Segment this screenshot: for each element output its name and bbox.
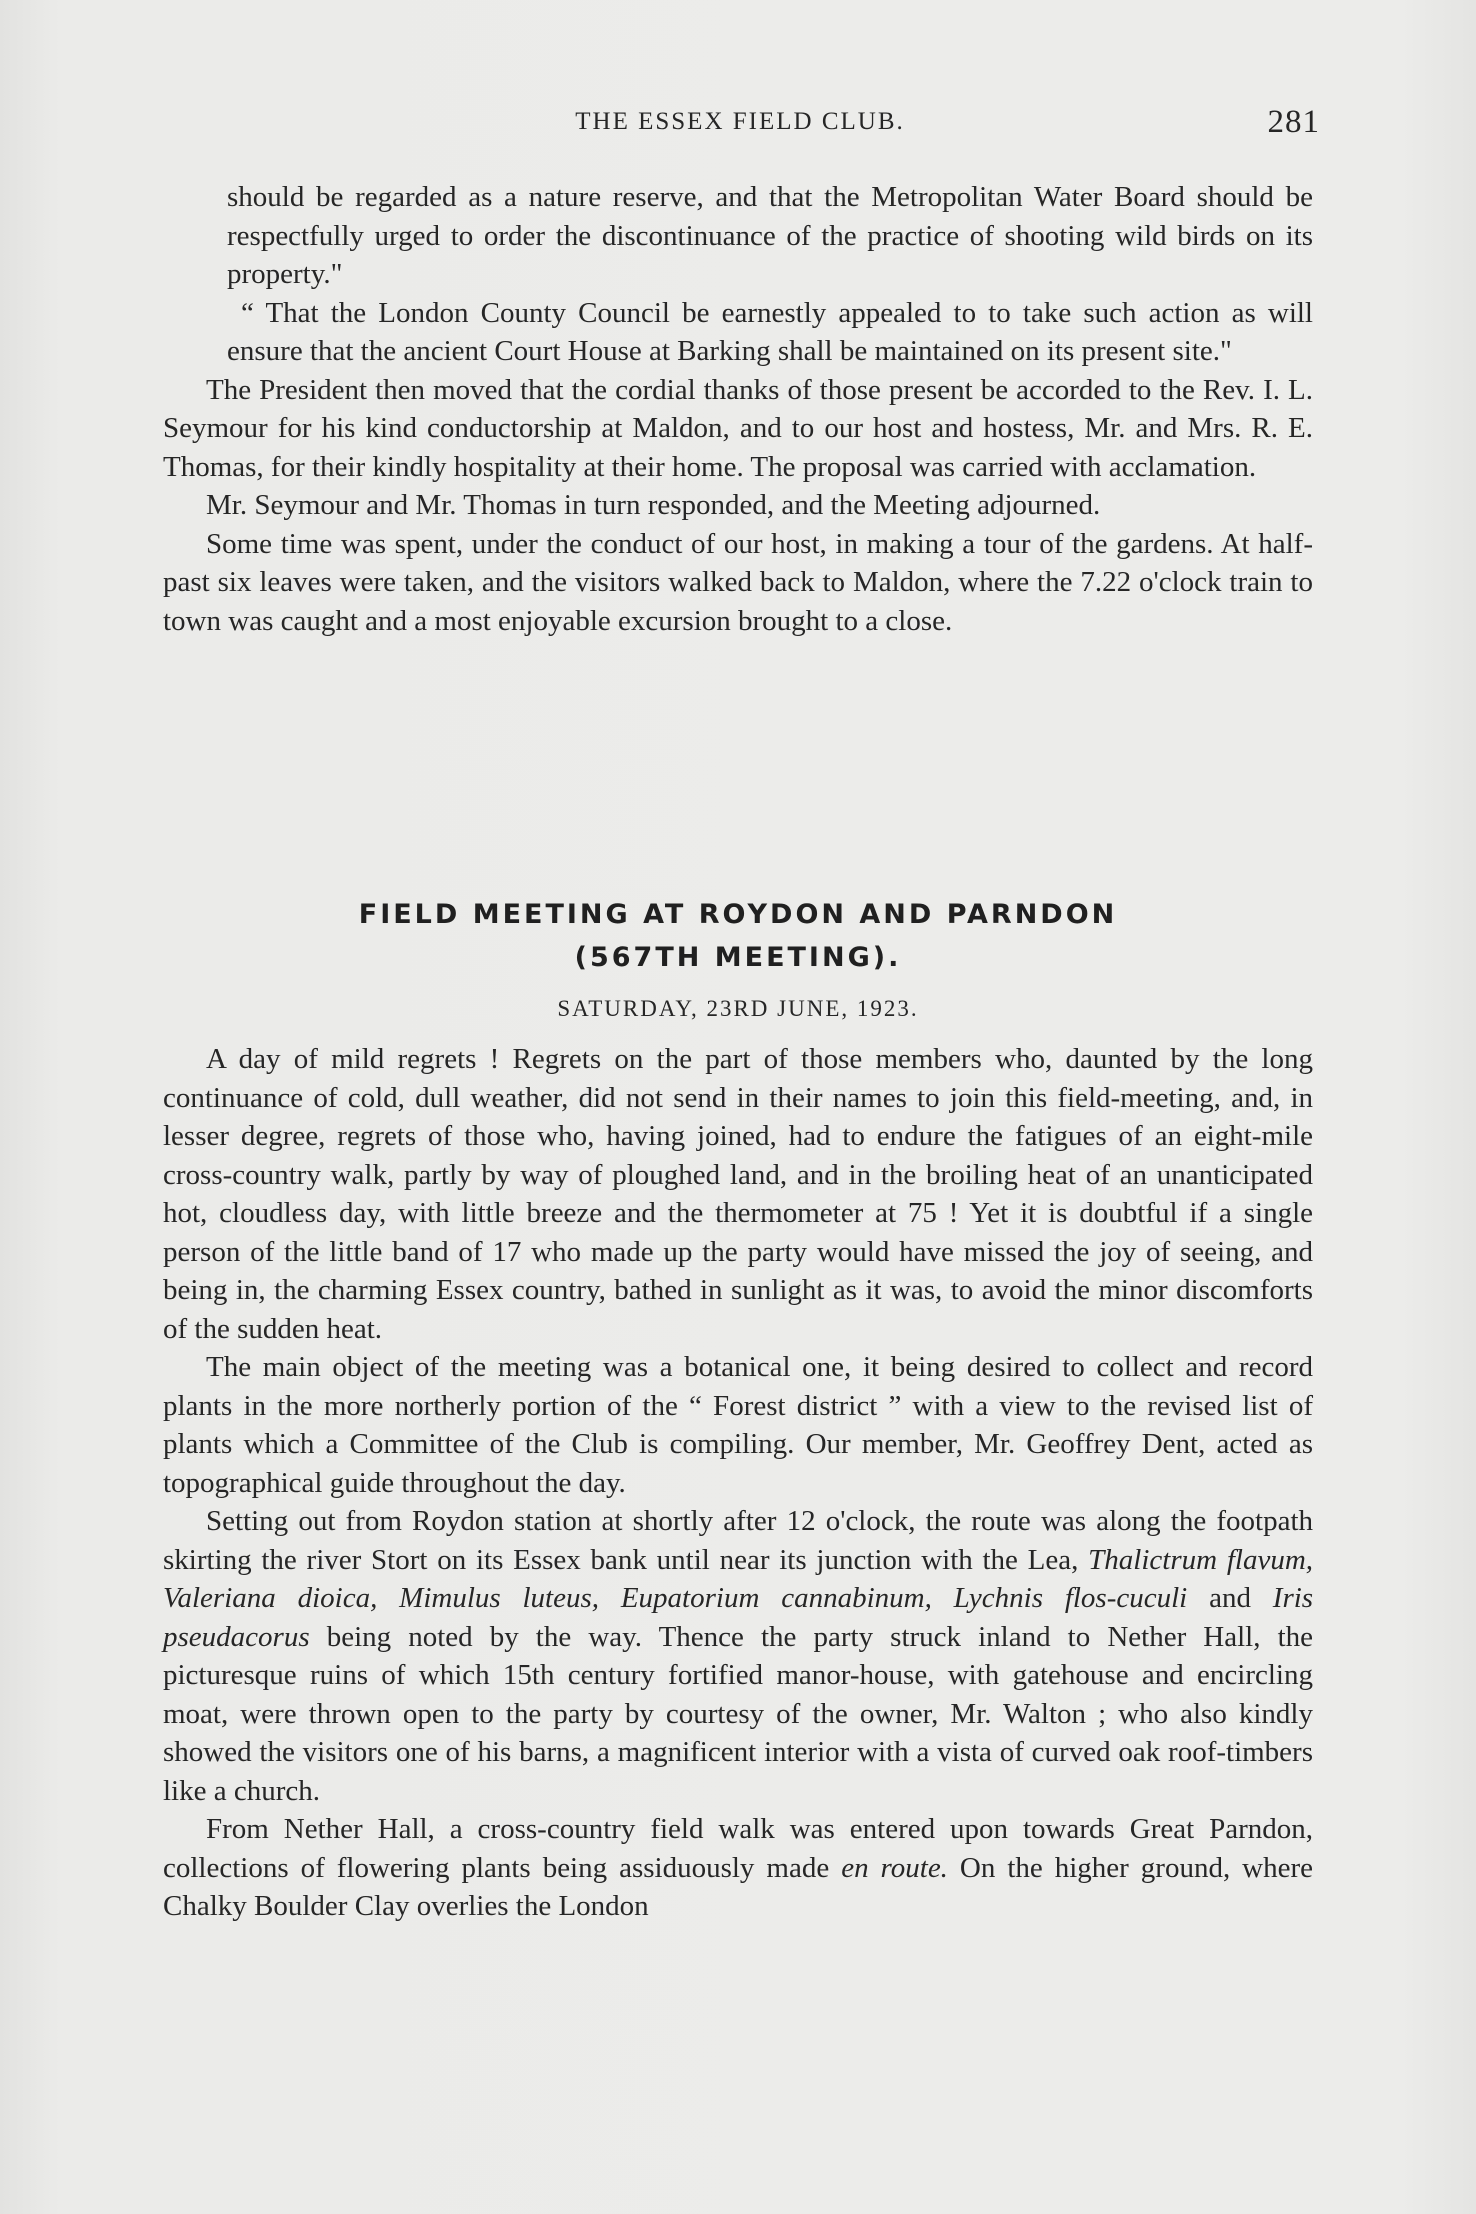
page-number: 281 bbox=[1267, 104, 1320, 140]
plant-name: Eupatorium cannabinum, bbox=[620, 1582, 932, 1614]
cross-country-text-end: On the higher ground, where Chalky Boulder Clay overlies the London bbox=[163, 1851, 1314, 1922]
plant-name: Thalictrum flavum, bbox=[1088, 1543, 1314, 1576]
resolution-continuation-paragraph: should be regarded as a nature reserve, and that the Metropolitan Water Board should be respectfully urged to order the discontinuance of the practice of shooting wild birds on its property." bbox=[227, 181, 1313, 290]
section-heading-meeting-number: (567TH MEETING). bbox=[574, 942, 902, 973]
running-title: THE ESSEX FIELD CLUB. bbox=[575, 108, 905, 135]
thanks-paragraph: The President then moved that the cordial thanks of those present be accorded to the Rev. I. L. Seymour for his kind conductorship at Maldon, and to our host and hostess, Mr. and Mrs. R. E. Thomas, for their kindly hospitality at their home. The proposal was carried with acclamation. bbox=[163, 373, 1313, 483]
garden-tour-paragraph: Some time was spent, under the conduct of our host, in making a tour of the gardens. At half-past six leaves were taken, and the visitors walked back to Maldon, where the 7.22 o'clock train to town was caught and a most enjoyable excursion brought to a close. bbox=[163, 527, 1313, 637]
regrets-paragraph: A day of mild regrets ! Regrets on the part of those members who, daunted by the long continuance of cold, dull weather, did not send in their names to join this field-meeting, and, in lesser degree, regrets of those who, having joined, had to endure the fatigues of an eight-mile cross-country walk, partly by way of ploughed land, and in the broiling heat of an unanticipated hot, cloudless day, with little breeze and the thermometer at 75 ! Yet it is doubtful if a single person of the little band of 17 who made up the party would have missed the joy of seeing, and being in, the charming Essex country, bathed in sunlight as it was, to avoid the minor discomforts of the sudden heat. bbox=[163, 1043, 1313, 1345]
meeting-date: SATURDAY, 23RD JUNE, 1923. bbox=[557, 996, 919, 1021]
adjournment-paragraph: Mr. Seymour and Mr. Thomas in turn responded, and the Meeting adjourned. bbox=[206, 489, 1101, 521]
plant-name: Lychnis flos-cuculi bbox=[953, 1582, 1188, 1614]
cross-country-paragraph bbox=[163, 1810, 1313, 1926]
plant-name: Iris pseudacorus bbox=[163, 1582, 1314, 1653]
en-route-phrase: en route. bbox=[841, 1851, 948, 1884]
resolution-court-house-paragraph: “ That the London County Council be earnestly appealed to to take such action as will ensure that the ancient Court House at Barking shall be maintained on its present site." bbox=[227, 296, 1313, 367]
section-heading: FIELD MEETING AT ROYDON AND PARNDON bbox=[358, 899, 1118, 930]
route-paragraph bbox=[163, 1502, 1313, 1810]
route-text-and: and bbox=[1209, 1582, 1251, 1614]
previous-meeting-conclusion bbox=[163, 178, 1313, 640]
cross-country-text-start: From Nether Hall, a cross-country field walk was entered upon towards Great Parndon, collections of flowering plants being assiduously made bbox=[163, 1813, 1313, 1884]
running-head bbox=[160, 104, 1320, 144]
plant-name: Mimulus luteus, bbox=[399, 1582, 599, 1614]
route-text-end: being noted by the way. Thence the party struck inland to Nether Hall, the picturesque ruins of which 15th century fortified manor-house, with gatehouse and encircling moat, were thrown open to the party by courtesy of the owner, Mr. Walton ; who also kindly showed the visitors one of his barns, a magnificent interior with a vista of curved oak roof-timbers like a church. bbox=[163, 1620, 1314, 1807]
route-text-start: Setting out from Roydon station at shortly after 12 o'clock, the route was along the footpath skirting the river Stort on its Essex bank until near its junction with the Lea, bbox=[163, 1505, 1313, 1576]
plant-name: Valeriana dioica, bbox=[163, 1582, 378, 1614]
botanical-object-paragraph: The main object of the meeting was a botanical one, it being desired to collect and record plants in the more northerly portion of the “ Forest district ” with a view to the revised list of plants which a Committee of the Club is compiling. Our member, Mr. Geoffrey Dent, acted as topographical guide throughout the day. bbox=[163, 1351, 1313, 1499]
field-meeting-report bbox=[163, 1040, 1313, 1926]
